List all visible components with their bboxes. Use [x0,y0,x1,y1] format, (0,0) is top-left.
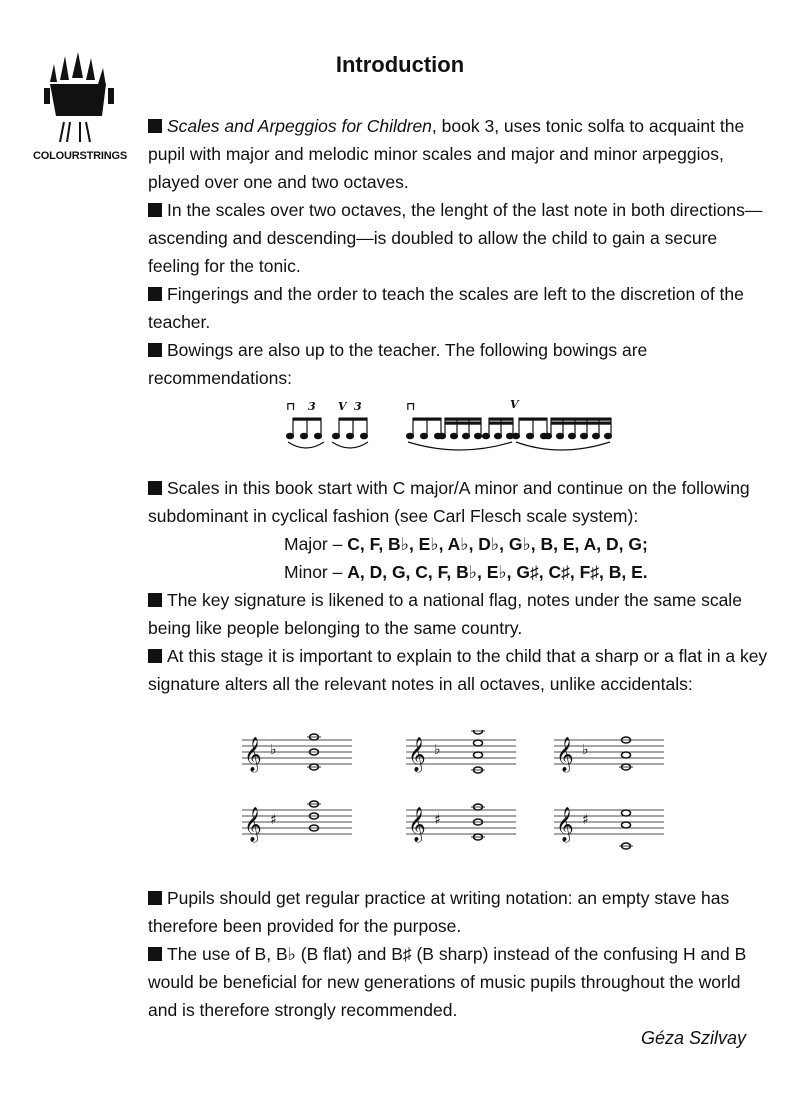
note-beam [489,418,513,420]
paragraph-7 [148,642,768,698]
sharp-sign-icon: ♯ [434,812,441,828]
whole-note [474,752,483,758]
bullet-square-icon [148,593,162,607]
note-beam [445,418,481,420]
note-beam [445,422,481,424]
bullet-square-icon [148,947,162,961]
paragraph-7-text: At this stage it is important to explain to the child that a sharp or a flat in a key signature alters all the relevant notes in all octaves, unlike accidentals: [148,646,768,694]
signature: Géza Szilvay [640,1028,746,1048]
note-beam [339,418,367,420]
treble-clef-icon: 𝄞 [244,807,262,842]
paragraph-9 [148,940,768,1024]
key-signature-examples [236,730,666,860]
minor-keys: A, D, G, C, F, B♭, E♭, G♯, C♯, F♯, B, E. [347,562,648,582]
paragraph-8-text: Pupils should get regular practice at writing notation: an empty stave has therefore been provided for the purpose. [148,888,730,936]
bullet-square-icon [148,481,162,495]
note-beam [489,422,513,424]
treble-clef-icon: 𝄞 [408,807,426,842]
flat-sign-icon: ♭ [582,742,589,758]
treble-clef-icon: 𝄞 [408,737,426,772]
page-title: Introduction [335,52,465,77]
major-label: Major – [284,534,348,554]
paragraph-2-text: In the scales over two octaves, the lenght of the last note in both directions—ascending and descending—is doubled to allow the child to gain a secure feeling for the tonic. [148,200,763,276]
paragraph-6 [148,586,768,642]
paragraph-4-text: Bowings are also up to the teacher. The following bowings are recommendations: [148,340,648,388]
paragraph-3 [148,280,768,336]
major-keys: C, F, B♭, E♭, A♭, D♭, G♭, B, E, A, D, G; [347,534,648,554]
note-beam [551,418,611,420]
paragraph-4 [148,336,768,392]
paragraph-2 [148,196,768,280]
paragraph-1 [148,112,768,196]
bullet-square-icon [148,891,162,905]
book-title: Scales and Arpeggios for Children [167,116,432,136]
bullet-square-icon [148,343,162,357]
note-beam [551,422,611,424]
flat-sign-icon: ♭ [270,742,277,758]
bullet-square-icon [148,203,162,217]
whole-note [622,752,631,758]
treble-clef-icon: 𝄞 [556,737,574,772]
sharp-sign-icon: ♯ [582,812,589,828]
bullet-square-icon [148,287,162,301]
bullet-square-icon [148,119,162,133]
whole-note [622,822,631,828]
paragraph-5-text: Scales in this book start with C major/A minor and continue on the following subdominant in cyclical fashion (see Carl Flesch scale system): [148,478,750,526]
minor-label: Minor – [284,562,348,582]
treble-clef-icon: 𝄞 [244,737,262,772]
triplet-mark: 3 [354,400,362,413]
whole-note [474,740,483,746]
up-bow-mark: V [510,398,519,411]
paragraph-8 [148,884,768,940]
down-bow-mark: ⊓ [406,400,416,413]
note-beam [293,418,321,420]
paragraph-3-text: Fingerings and the order to teach the scales are left to the discretion of the teacher. [148,284,744,332]
minor-keys-line [284,558,764,586]
bullet-square-icon [148,649,162,663]
note-beam [413,418,441,420]
major-keys-line [284,530,764,558]
paragraph-5 [148,474,768,530]
whole-note [474,730,483,734]
treble-clef-icon: 𝄞 [556,807,574,842]
whole-note [622,810,631,816]
logo-text: COLOURSTRINGS [33,150,127,162]
down-bow-mark: ⊓ [286,400,296,413]
paragraph-6-text: The key signature is likened to a national flag, notes under the same scale being like people belonging to the same country. [148,590,742,638]
triplet-mark: 3 [308,400,316,413]
paragraph-1-text: , book 3, uses tonic solfa to acquaint the pupil with major and melodic minor scales and major and minor arpeggios, played over one and two octaves. [148,116,745,192]
bowing-example [280,398,620,460]
sharp-sign-icon: ♯ [270,812,277,828]
flat-sign-icon: ♭ [434,742,441,758]
note-beam [519,418,547,420]
up-bow-mark: V [338,400,347,413]
paragraph-9-text: The use of B, B♭ (B flat) and B♯ (B sharp) instead of the confusing H and B would be beneficial for new generations of music pupils throughout the world and is therefore strongly recommended. [148,944,747,1020]
